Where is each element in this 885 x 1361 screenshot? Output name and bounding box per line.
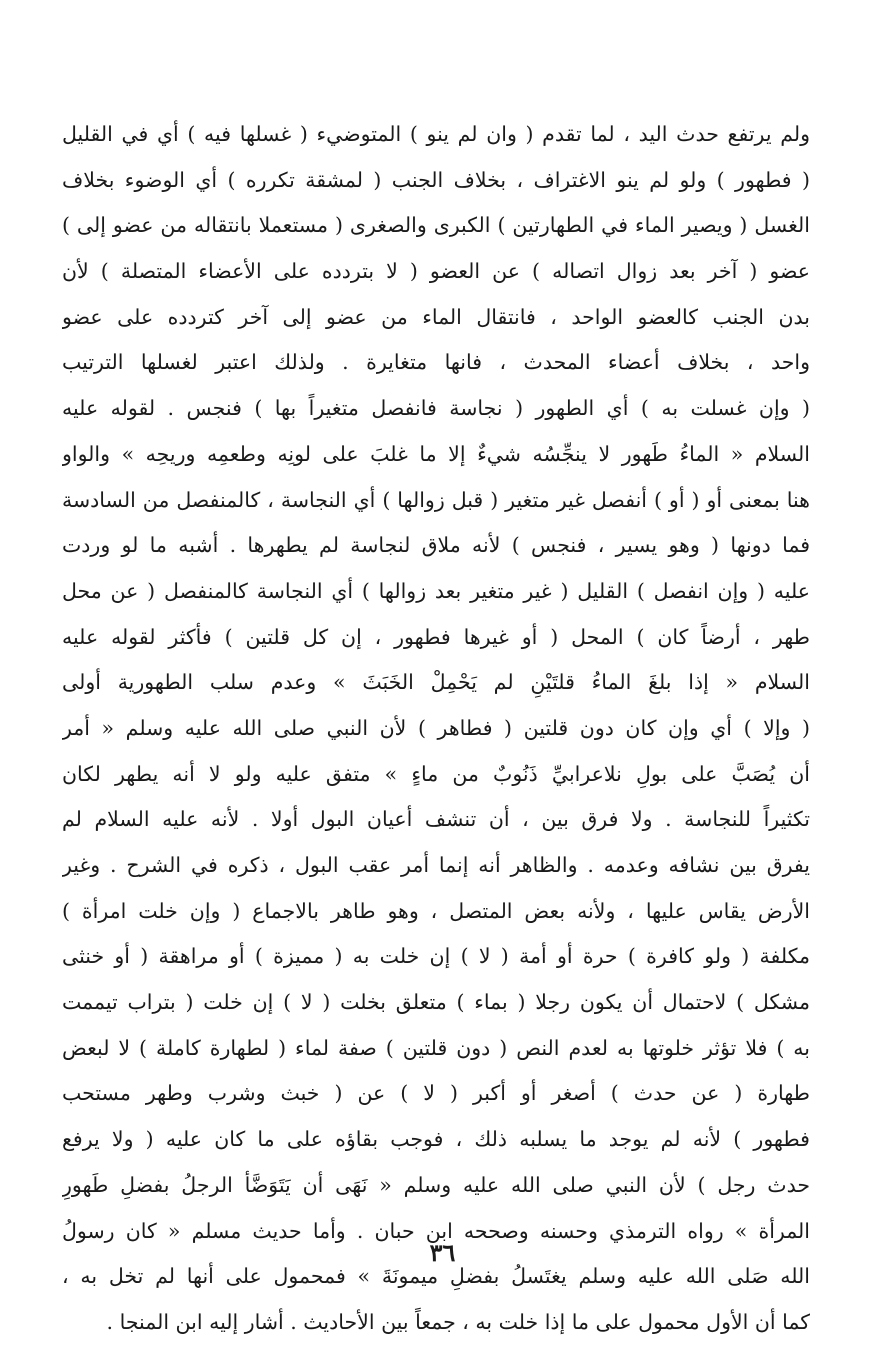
text-line: بدن الجنب كالعضو الواحد ، فانتقال الماء من عضو إلى آخر كتردده على عضو	[62, 304, 810, 329]
text-line: الأرض يقاس عليها ، ولأنه بعض المتصل ، وهو طاهر بالاجماع ( وإن خلت امرأة )	[62, 898, 810, 923]
text-line: أن يُصَبَّ على بولِ نلاعرابيِّ ذَنُوبٌ من ماءٍ » متفق عليه ولو لا أنه يطهر لكان	[62, 761, 810, 786]
text-line: الغسل ( ويصير الماء في الطهارتين ) الكبرى والصغرى ( مستعملا بانتقاله من عضو إلى )	[62, 213, 810, 238]
text-line: طهارة ( عن حدث ) أصغر أو أكبر ( لا ) عن ( خبث وشرب وطهر مستحب	[62, 1081, 810, 1106]
text-line: ( وإن غسلت به ) أي الطهور ( نجاسة فانفصل متغيراً بها ) فنجس . لقوله عليه	[62, 396, 810, 421]
text-line: فما دونها ( وهو يسير ، فنجس ) لأنه ملاق لنجاسة لم يطهرها . أشبه ما لو وردت	[62, 533, 810, 558]
text-line: هنا بمعنى أو ( أو ) أنفصل غير متغير ( قبل زوالها ) أي النجاسة ، كالمنفصل من السادسة	[62, 487, 810, 512]
text-line: به ) فلا تؤثر خلوتها به لعدم النص ( دون قلتين ) صفة لماء ( لطهارة كاملة ) لا لبعض	[62, 1035, 810, 1060]
text-line: السلام « إذا بلغَ الماءُ قلتَيْنِ لم يَحْمِلْ الخَبَثَ » وعدم سلب الطهورية أولى	[62, 670, 810, 695]
text-line: فطهور ) لأنه لم يوجد ما يسلبه ذلك ، فوجب بقاؤه على ما كان عليه ( ولا يرفع	[62, 1127, 810, 1152]
text-line: يفرق بين نشافه وعدمه . والظاهر أنه إنما أمر عقب البول ، ذكره في الشرح . وغير	[62, 853, 810, 877]
body-text	[62, 112, 810, 1346]
page-number: ٣٦	[429, 1238, 456, 1267]
text-line: ( وإلا ) أي وإن كان دون قلتين ( فطاهر ) لأن النبي صلى الله عليه وسلم « أمر	[62, 715, 810, 740]
text-line: عليه ( وإن انفصل ) القليل ( غير متغير بعد زوالها ) أي النجاسة كالمنفصل ( عن محل	[62, 578, 810, 603]
text-line: السلام « الماءُ طَهور لا ينجِّسُه شيءٌ إلا ما غلبَ على لونِه وطعمِه وريحِه » والواو	[62, 441, 810, 466]
text-line: تكثيراً للنجاسة . ولا فرق بين ، أن تنشف أعيان البول أولا . لأنه عليه السلام لم	[62, 807, 810, 832]
text-line: حدث رجل ) لأن النبي صلى الله عليه وسلم « نَهَى أن يَتَوَضَّأ الرجلُ بفضلِ طَهورِ	[62, 1172, 810, 1197]
text-line: مكلفة ( ولو كافرة ) حرة أو أمة ( لا ) إن خلت به ( مميزة ) أو مراهقة ( أو خنثى	[62, 944, 810, 969]
text-line: عضو ( آخر بعد زوال اتصاله ) عن العضو ( لا بتردده على الأعضاء المتصلة ) لأن	[62, 259, 810, 284]
text-line: الله صَلى الله عليه وسلم يغتَسلُ بفضلِ ميمونَةَ » فمحمول على أنها لم تخل به ،	[62, 1264, 810, 1289]
text-line: كما أن الأول محمول على ما إذا خلت به ، جمعاً بين الأحاديث . أشار إليه ابن المنجا .	[106, 1309, 810, 1334]
text-line: واحد ، بخلاف أعضاء المحدث ، فانها متغايرة . ولذلك اعتبر لغسلها الترتيب	[62, 350, 810, 375]
text-line: ولم يرتفع حدث اليد ، لما تقدم ( وان لم ينو ) المتوضيء ( غسلها فيه ) أي في القليل	[62, 122, 810, 146]
text-line: طهر ، أرضاً كان ) المحل ( أو غيرها فطهور ، إن كل قلتين ) فأكثر لقوله عليه	[62, 624, 810, 649]
text-line: المرأة » رواه الترمذي وحسنه وصححه ابن حبان . وأما حديث مسلم « كان رسولُ	[62, 1218, 810, 1243]
text-line: مشكل ) لاحتمال أن يكون رجلا ( بماء ) متعلق بخلت ( لا ) إن خلت ( بتراب تيممت	[62, 990, 810, 1015]
text-line: ( فطهور ) ولو لم ينو الاغتراف ، بخلاف الجنب ( لمشقة تكرره ) أي الوضوء بخلاف	[62, 167, 810, 192]
